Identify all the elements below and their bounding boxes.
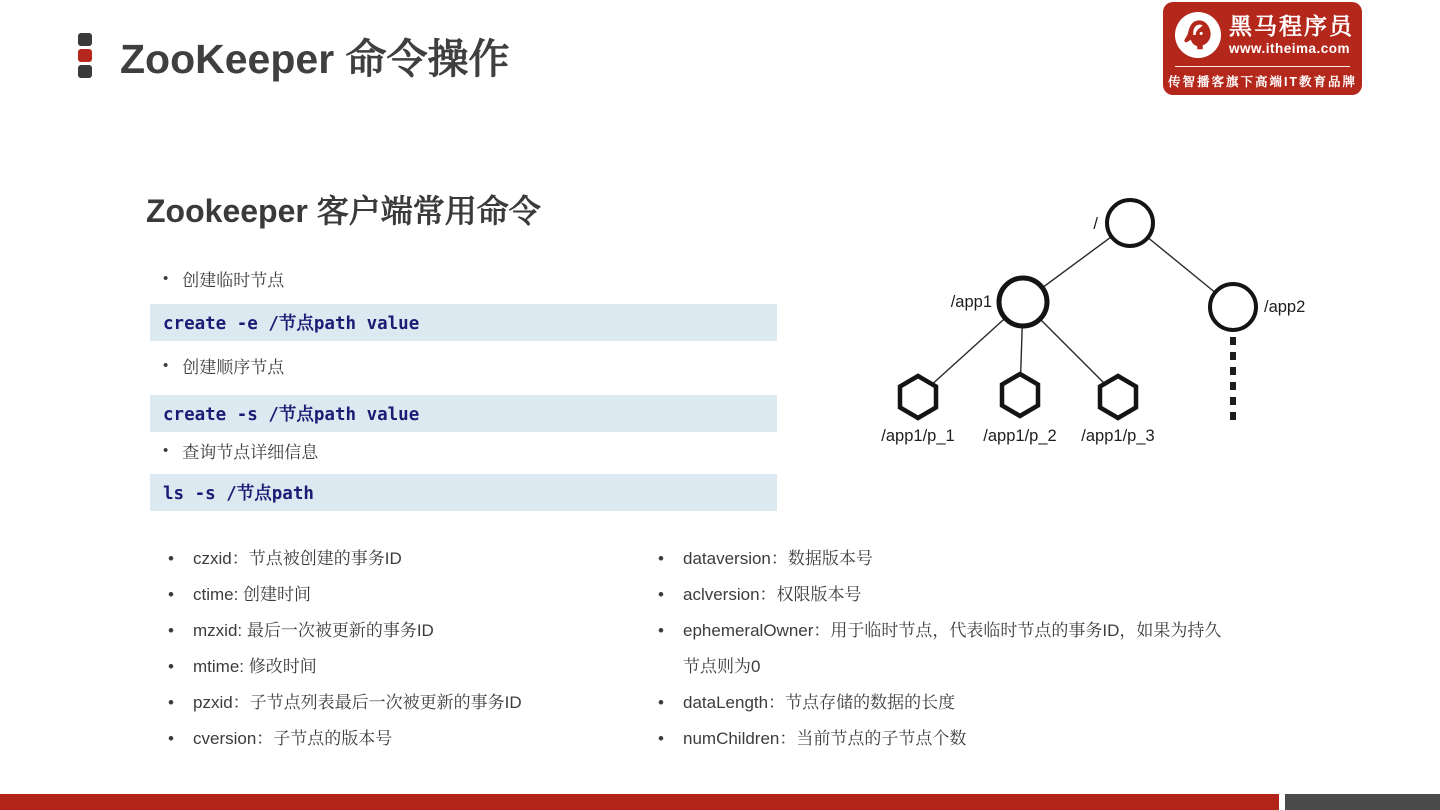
command-label-text: 查询节点详细信息: [182, 443, 319, 462]
leaf1-label: /app1/p_1: [881, 427, 955, 445]
square-mark-dark: [78, 33, 92, 46]
logo-site: www.itheima.com: [1229, 40, 1351, 56]
bullet-dot: •: [163, 442, 169, 459]
bullet-dot: •: [163, 357, 169, 374]
list-item: • dataversion：数据版本号: [653, 541, 1363, 577]
itheima-logo: [1163, 2, 1362, 95]
command-label: [163, 438, 318, 463]
command-label: [163, 353, 284, 378]
app2-node: [1210, 284, 1256, 330]
detail-list-left: [163, 541, 643, 757]
detail-list-right: [653, 541, 1363, 757]
list-item: • pzxid：子节点列表最后一次被更新的事务ID: [163, 685, 643, 721]
square-mark-red: [78, 49, 92, 62]
footer-bar-gray: [1285, 794, 1440, 810]
section-heading: Zookeeper 客户端常用命令: [146, 193, 541, 229]
logo-name: 黑马程序员: [1229, 12, 1354, 39]
list-item: • ctime: 创建时间: [163, 577, 643, 613]
command-label: [163, 266, 284, 291]
app1-label: /app1: [950, 293, 992, 311]
code-block: [150, 474, 777, 511]
app2-label: /app2: [1264, 298, 1306, 316]
logo-divider: [1175, 66, 1350, 67]
footer-bar-red: [0, 794, 1279, 810]
znode-tree-diagram: [860, 185, 1350, 460]
horse-icon: [1175, 12, 1221, 58]
command-label-text: 创建顺序节点: [182, 358, 285, 377]
command-label-text: 创建临时节点: [182, 271, 285, 290]
leaf2-label: /app1/p_2: [983, 427, 1057, 445]
list-item: • cversion：子节点的版本号: [163, 721, 643, 757]
logo-texts: [1229, 12, 1354, 56]
square-mark-dark: [78, 65, 92, 78]
list-item: • aclversion：权限版本号: [653, 577, 1363, 613]
code-text: create -s /节点path value: [163, 405, 420, 425]
list-item: • czxid：节点被创建的事务ID: [163, 541, 643, 577]
code-block: [150, 395, 777, 432]
leaf-node-hexagon: [1002, 374, 1038, 416]
root-label: /: [1093, 215, 1098, 233]
list-item: • ephemeralOwner：用于临时节点，代表临时节点的事务ID，如果为持久: [653, 613, 1363, 649]
list-item-continuation: 节点则为0: [683, 657, 761, 676]
list-item: • mtime: 修改时间: [163, 649, 643, 685]
page-title: ZooKeeper 命令操作: [120, 36, 510, 82]
leaf3-label: /app1/p_3: [1081, 427, 1155, 445]
list-item: • numChildren：当前节点的子节点个数: [653, 721, 1363, 757]
root-node: [1107, 200, 1153, 246]
title-bullet-marks: [78, 33, 92, 81]
list-item: • dataLength：节点存储的数据的长度: [653, 685, 1363, 721]
leaf-node-hexagon: [1100, 376, 1136, 418]
list-item: • mzxid: 最后一次被更新的事务ID: [163, 613, 643, 649]
app1-node: [999, 278, 1047, 326]
logo-tagline: 传智播客旗下高端IT教育品牌: [1167, 75, 1358, 89]
code-text: ls -s /节点path: [163, 484, 314, 504]
code-text: create -e /节点path value: [163, 314, 420, 334]
code-block: [150, 304, 777, 341]
leaf-node-hexagon: [900, 376, 936, 418]
bullet-dot: •: [163, 270, 169, 287]
logo-top-row: [1175, 12, 1354, 58]
